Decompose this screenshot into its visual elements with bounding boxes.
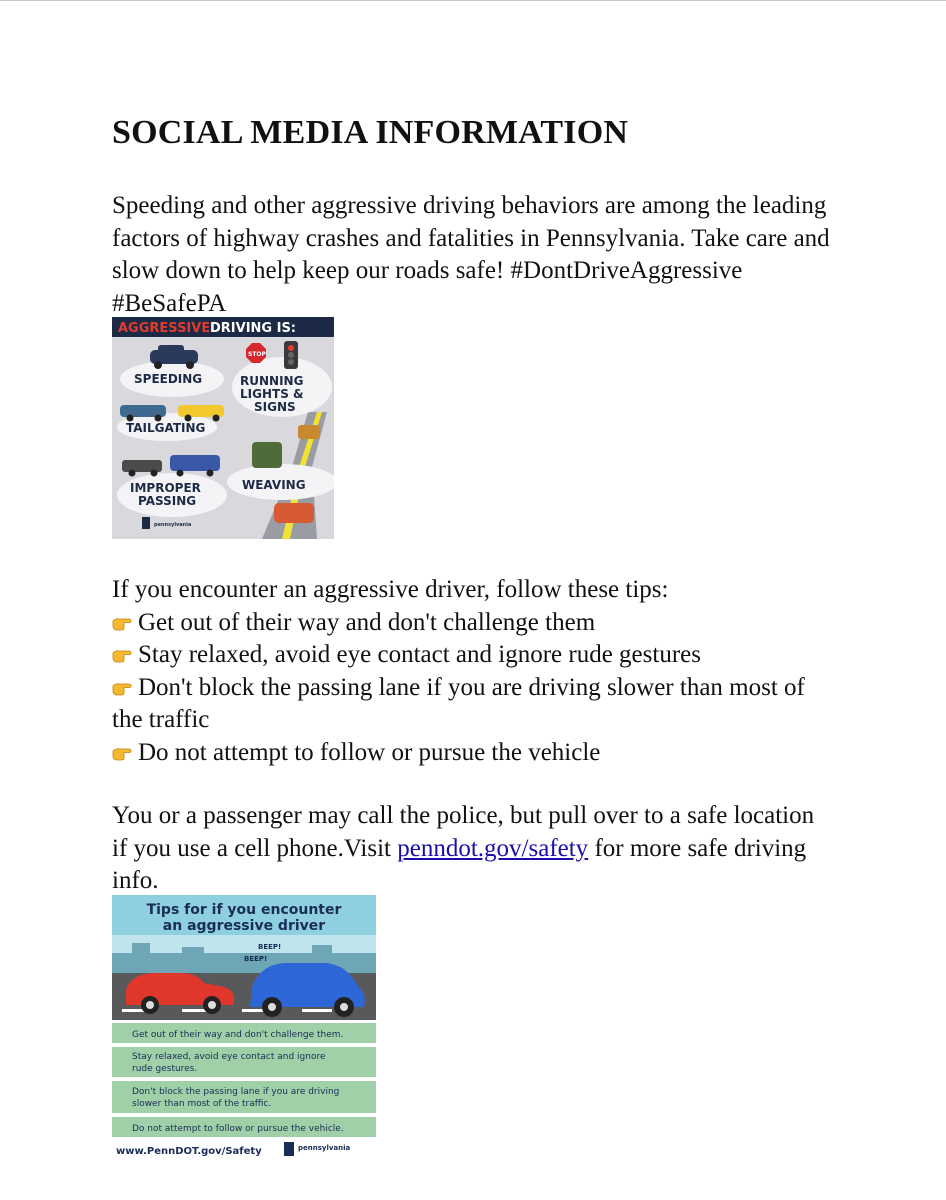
graphic2-tip-4: Do not attempt to follow or pursue the vehicle. xyxy=(132,1124,344,1134)
label-improper: IMPROPER xyxy=(130,481,201,495)
intro-paragraph: Speeding and other aggressive driving behaviors are among the leading factors of highway crashes and fatalities in Pennsylvania. Take care and slow down to help keep our roads safe! #DontDriveAggressive #BeSafePA xyxy=(112,192,830,317)
label-running: RUNNING xyxy=(240,374,304,388)
pa-logo-text: pennsylvania xyxy=(154,522,192,528)
backhand-index-pointing-right-icon xyxy=(112,615,132,631)
outro-text-after: for more safe driving info. xyxy=(112,834,807,894)
backhand-index-pointing-right-icon xyxy=(112,647,132,663)
outro-text-before: You or a passenger may call the police, but pull over to a safe location if you use a cell phone.Visit xyxy=(112,802,815,862)
penndot-safety-link[interactable]: penndot.gov/safety xyxy=(397,834,589,862)
tips-graphic xyxy=(112,895,376,1163)
outro-paragraph xyxy=(112,800,832,898)
graphic2-title-line1: Tips for if you encounter xyxy=(146,902,342,918)
tip-item xyxy=(112,737,832,770)
label-lights: LIGHTS & xyxy=(240,387,304,401)
graphic2-pa-logo: pennsylvania xyxy=(298,1144,351,1152)
graphic2-footer-url: www.PennDOT.gov/Safety xyxy=(116,1146,262,1157)
tip-text: Get out of their way and don't challenge them xyxy=(138,608,596,636)
banner-aggressive: AGGRESSIVE xyxy=(118,321,211,336)
tips-intro: If you encounter an aggressive driver, follow these tips: xyxy=(112,576,669,603)
beep-text-1: BEEP! xyxy=(258,943,282,951)
tip-text: Stay relaxed, avoid eye contact and ignore rude gestures xyxy=(138,641,701,668)
graphic2-tip-3b: slower than most of the traffic. xyxy=(132,1099,272,1109)
aggressive-driving-graphic xyxy=(112,317,334,539)
stop-sign-text: STOP xyxy=(248,351,266,358)
beep-text-2: BEEP! xyxy=(244,955,268,963)
tips-section xyxy=(112,574,832,769)
tip-item xyxy=(112,672,832,737)
graphic2-tip-1: Get out of their way and don't challenge them. xyxy=(132,1030,344,1040)
label-tailgating: TAILGATING xyxy=(126,421,206,435)
tip-text: Do not attempt to follow or pursue the vehicle xyxy=(138,738,601,766)
backhand-index-pointing-right-icon xyxy=(112,745,132,761)
label-passing: PASSING xyxy=(138,494,197,508)
label-weaving: WEAVING xyxy=(242,478,306,492)
graphic2-tip-3a: Don't block the passing lane if you are driving xyxy=(132,1087,340,1097)
tip-item xyxy=(112,607,832,640)
page-title: SOCIAL MEDIA INFORMATION xyxy=(112,114,629,151)
backhand-index-pointing-right-icon xyxy=(112,680,132,696)
tip-item xyxy=(112,639,832,672)
graphic2-title-line2: an aggressive driver xyxy=(162,918,326,934)
label-speeding: SPEEDING xyxy=(134,372,203,386)
graphic2-tip-2b: rude gestures. xyxy=(132,1064,198,1074)
banner-driving-is: DRIVING IS: xyxy=(210,321,297,336)
label-signs: SIGNS xyxy=(254,400,296,414)
top-border xyxy=(0,0,946,1)
tip-text: Don't block the passing lane if you are driving slower than most of the traffic xyxy=(112,673,805,733)
graphic2-tip-2a: Stay relaxed, avoid eye contact and ignore xyxy=(132,1052,326,1062)
